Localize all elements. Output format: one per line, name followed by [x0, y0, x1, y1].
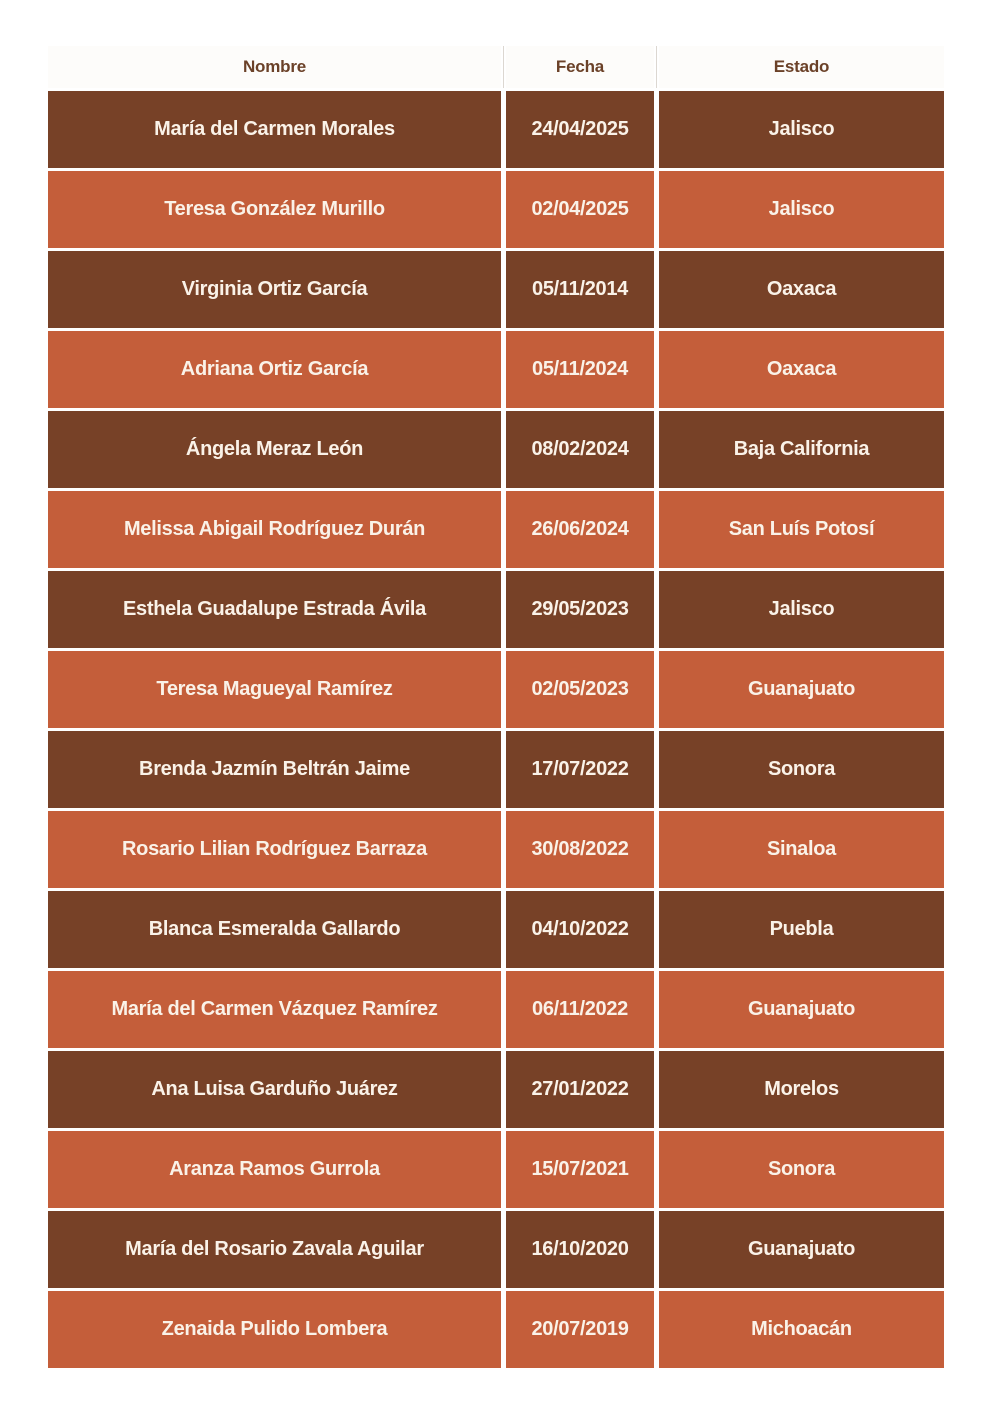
cell-estado: Guanajuato: [659, 651, 944, 728]
cell-estado: Sinaloa: [659, 811, 944, 888]
cell-fecha: 29/05/2023: [506, 571, 654, 648]
cell-nombre: María del Carmen Morales: [48, 91, 501, 168]
header-divider: [503, 46, 504, 88]
cell-nombre: Blanca Esmeralda Gallardo: [48, 891, 501, 968]
cell-estado: Oaxaca: [659, 251, 944, 328]
cell-estado: Puebla: [659, 891, 944, 968]
cell-nombre: Adriana Ortiz García: [48, 331, 501, 408]
cell-nombre: Ana Luisa Garduño Juárez: [48, 1051, 501, 1128]
cell-estado: Morelos: [659, 1051, 944, 1128]
cell-nombre: Teresa González Murillo: [48, 171, 501, 248]
column-header-fecha: Fecha: [506, 46, 654, 88]
cell-nombre: María del Rosario Zavala Aguilar: [48, 1211, 501, 1288]
cell-nombre: Zenaida Pulido Lombera: [48, 1291, 501, 1368]
cell-nombre: Melissa Abigail Rodríguez Durán: [48, 491, 501, 568]
cell-fecha: 05/11/2014: [506, 251, 654, 328]
cell-fecha: 27/01/2022: [506, 1051, 654, 1128]
cell-estado: San Luís Potosí: [659, 491, 944, 568]
cell-fecha: 26/06/2024: [506, 491, 654, 568]
cell-fecha: 02/05/2023: [506, 651, 654, 728]
cell-estado: Jalisco: [659, 91, 944, 168]
cell-nombre: María del Carmen Vázquez Ramírez: [48, 971, 501, 1048]
cell-nombre: Virginia Ortiz García: [48, 251, 501, 328]
cell-nombre: Ángela Meraz León: [48, 411, 501, 488]
cell-nombre: Aranza Ramos Gurrola: [48, 1131, 501, 1208]
cell-fecha: 04/10/2022: [506, 891, 654, 968]
cell-estado: Sonora: [659, 1131, 944, 1208]
column-header-nombre: Nombre: [48, 46, 501, 88]
cell-fecha: 16/10/2020: [506, 1211, 654, 1288]
cell-estado: Sonora: [659, 731, 944, 808]
cell-estado: Michoacán: [659, 1291, 944, 1368]
cell-fecha: 08/02/2024: [506, 411, 654, 488]
cell-estado: Jalisco: [659, 171, 944, 248]
cell-fecha: 20/07/2019: [506, 1291, 654, 1368]
cell-nombre: Brenda Jazmín Beltrán Jaime: [48, 731, 501, 808]
cell-estado: Oaxaca: [659, 331, 944, 408]
cell-fecha: 17/07/2022: [506, 731, 654, 808]
cell-fecha: 30/08/2022: [506, 811, 654, 888]
records-table: [48, 46, 944, 1368]
cell-nombre: Esthela Guadalupe Estrada Ávila: [48, 571, 501, 648]
cell-fecha: 15/07/2021: [506, 1131, 654, 1208]
cell-nombre: Teresa Magueyal Ramírez: [48, 651, 501, 728]
cell-fecha: 06/11/2022: [506, 971, 654, 1048]
cell-estado: Guanajuato: [659, 971, 944, 1048]
column-header-estado: Estado: [659, 46, 944, 88]
cell-fecha: 05/11/2024: [506, 331, 654, 408]
cell-estado: Guanajuato: [659, 1211, 944, 1288]
cell-fecha: 24/04/2025: [506, 91, 654, 168]
header-divider: [656, 46, 657, 88]
cell-estado: Jalisco: [659, 571, 944, 648]
cell-fecha: 02/04/2025: [506, 171, 654, 248]
records-table-wrapper: [48, 46, 944, 1368]
cell-estado: Baja California: [659, 411, 944, 488]
cell-nombre: Rosario Lilian Rodríguez Barraza: [48, 811, 501, 888]
